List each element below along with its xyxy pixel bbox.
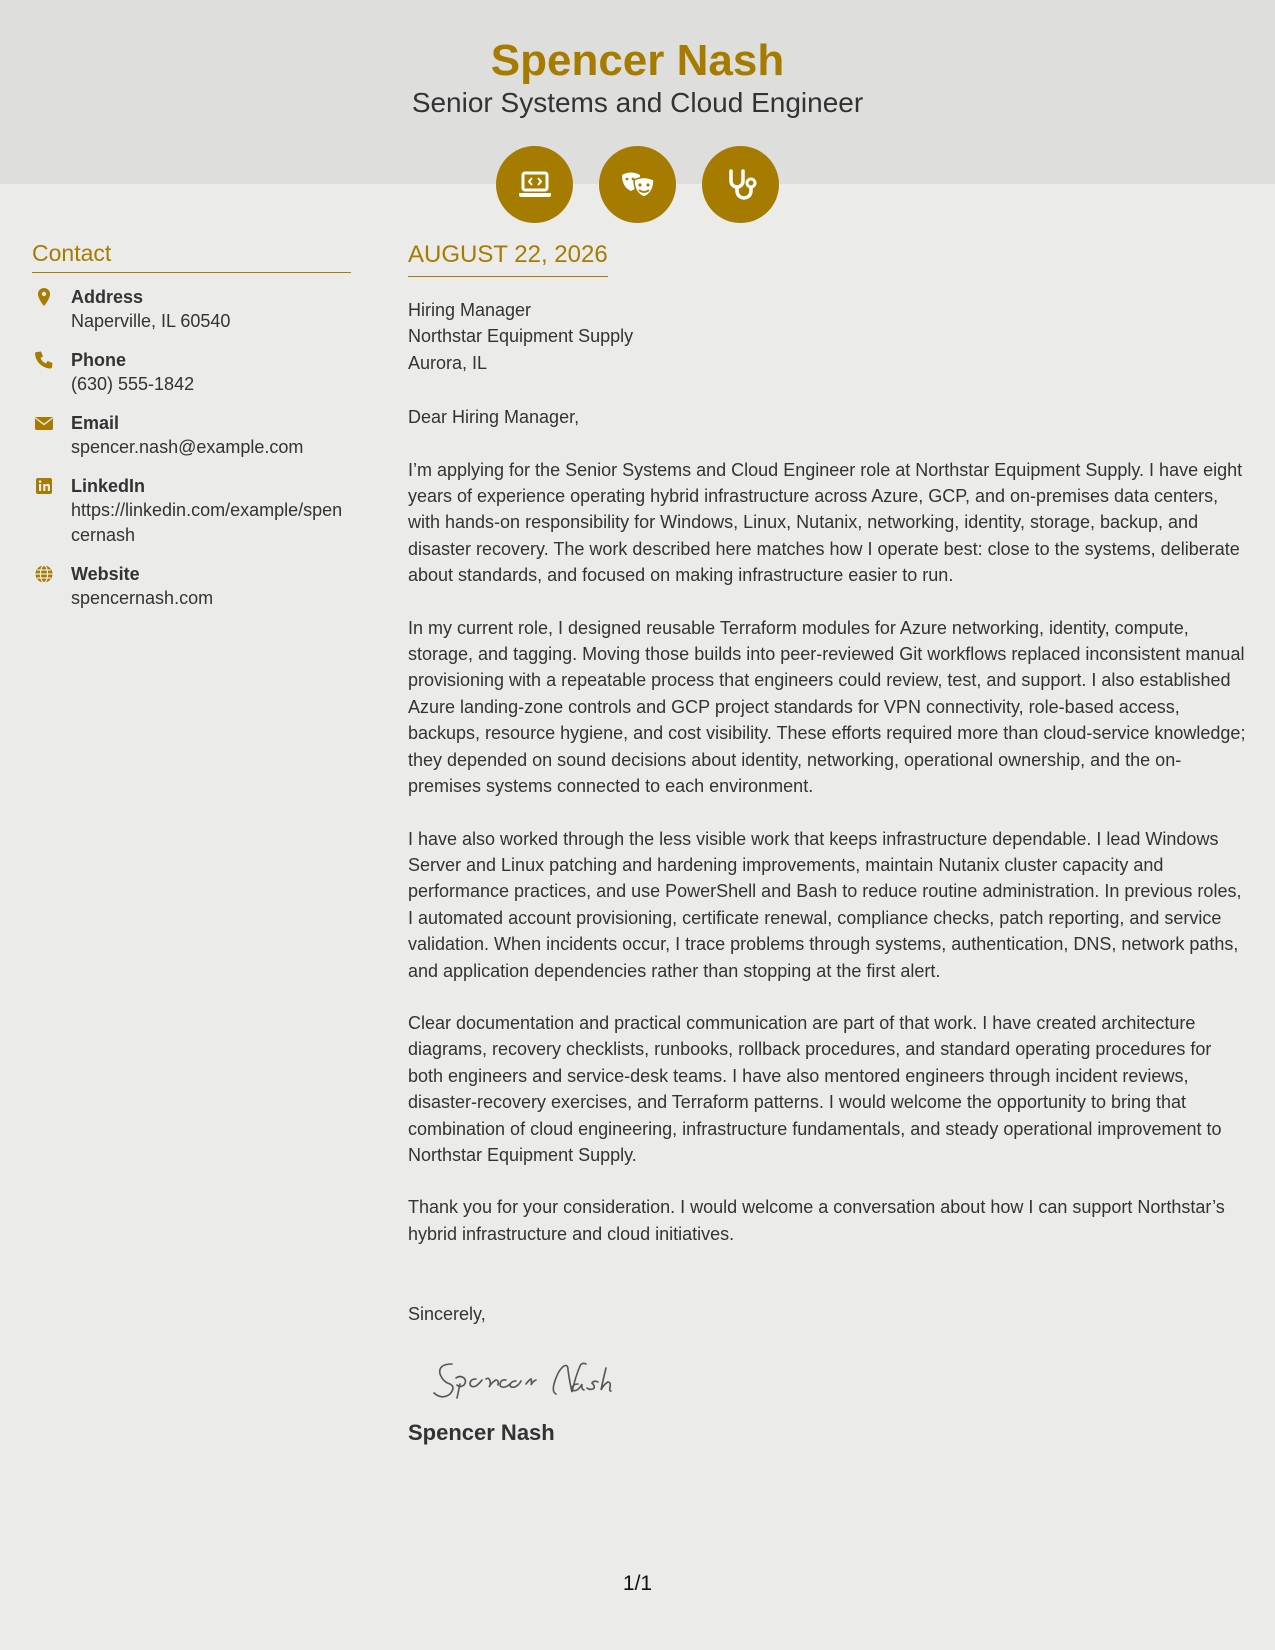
contact-email (32, 411, 351, 460)
applicant-name: Spencer Nash (490, 36, 785, 85)
contact-label: Address (71, 287, 144, 307)
contact-sidebar (32, 238, 351, 625)
closing: Sincerely, (408, 1304, 486, 1325)
contact-label: LinkedIn (71, 476, 146, 496)
contact-label: Website (71, 564, 140, 584)
contact-value: https://linkedin.com/example/spencernash (71, 500, 343, 545)
recipient-location: Aurora, IL (408, 352, 488, 373)
recipient-block (408, 297, 1246, 376)
recipient-company: Northstar Equipment Supply (408, 326, 634, 347)
globe-icon (34, 564, 54, 584)
map-pin-icon (34, 287, 54, 307)
recipient-name: Hiring Manager (408, 300, 532, 320)
page-number: 1/1 (622, 1572, 653, 1595)
contact-value: spencer.nash@example.com (71, 437, 304, 457)
letter-date: AUGUST 22, 2026 (408, 238, 608, 277)
envelope-icon (34, 413, 54, 433)
contact-value: spencernash.com (71, 588, 214, 608)
contact-linkedin (32, 474, 351, 548)
theater-masks-icon (599, 146, 676, 223)
contact-phone (32, 348, 351, 397)
letter-paragraph: I have also worked through the less visible work that keeps infrastructure dependable. I lead Windows Server and Linux patching and hardening improvements, maintain Nutanix cluster capacity and performance practices, and use PowerShell and Bash to reduce routine administration. In previous roles, I automated account provisioning, certificate renewal, compliance checks, patch reporting, and service validation. When incidents occur, I trace problems through systems, authentication, DNS, network paths, and application dependencies rather than stopping at the first alert. (408, 828, 1242, 981)
laptop-code-icon (496, 146, 573, 223)
letter-paragraph: Thank you for your consideration. I would welcome a conversation about how I can support Northstar’s hybrid infrastructure and cloud initiatives. (408, 1197, 1225, 1244)
contact-website (32, 562, 351, 611)
contact-value: Naperville, IL 60540 (71, 311, 231, 331)
stethoscope-icon (702, 146, 779, 223)
contact-heading: Contact (32, 238, 351, 273)
handwritten-signature (430, 1354, 1246, 1404)
letter-paragraph: Clear documentation and practical communication are part of that work. I have created architecture diagrams, recovery checklists, runbooks, rollback procedures, and standard operating procedures for both engineers and service-desk teams. I have also mentored engineers through incident reviews, disaster-recovery exercises, and Terraform patterns. I would welcome the opportunity to bring that combination of cloud engineering, infrastructure fundamentals, and steady operational improvement to Northstar Equipment Supply. (408, 1012, 1222, 1165)
linkedin-icon (34, 476, 54, 496)
contact-label: Email (71, 413, 120, 433)
applicant-title: Senior Systems and Cloud Engineer (411, 87, 864, 118)
contact-label: Phone (71, 350, 127, 370)
signer-name: Spencer Nash (408, 1419, 555, 1445)
contact-list (32, 285, 351, 611)
letter-body (408, 238, 1246, 1448)
letter-paragraph: In my current role, I designed reusable Terraform modules for Azure networking, identity, compute, storage, and tagging. Moving those builds into peer-reviewed Git workflows replaced inconsistent manual provisioning with a repeatable process that engineers could review, test, and support. I also established Azure landing-zone controls and GCP project standards for VPN connectivity, role-based access, backups, resource hygiene, and cost visibility. These efforts required more than cloud-service knowledge; they depended on sound decisions about identity, networking, operational ownership, and the on-premises systems connected to each environment. (408, 617, 1246, 797)
letter-paragraph: I’m applying for the Senior Systems and Cloud Engineer role at Northstar Equipment Supply. I have eight years of experience operating hybrid infrastructure across Azure, GCP, and on-premises data centers, with hands-on responsibility for Windows, Linux, Nutanix, networking, identity, storage, backup, and disaster recovery. The work described here matches how I operate best: close to the systems, deliberate about standards, and focused on making infrastructure easier to run. (408, 459, 1243, 586)
phone-icon (34, 350, 54, 370)
contact-value: (630) 555-1842 (71, 374, 195, 394)
contact-address (32, 285, 351, 334)
salutation: Dear Hiring Manager, (408, 407, 580, 428)
